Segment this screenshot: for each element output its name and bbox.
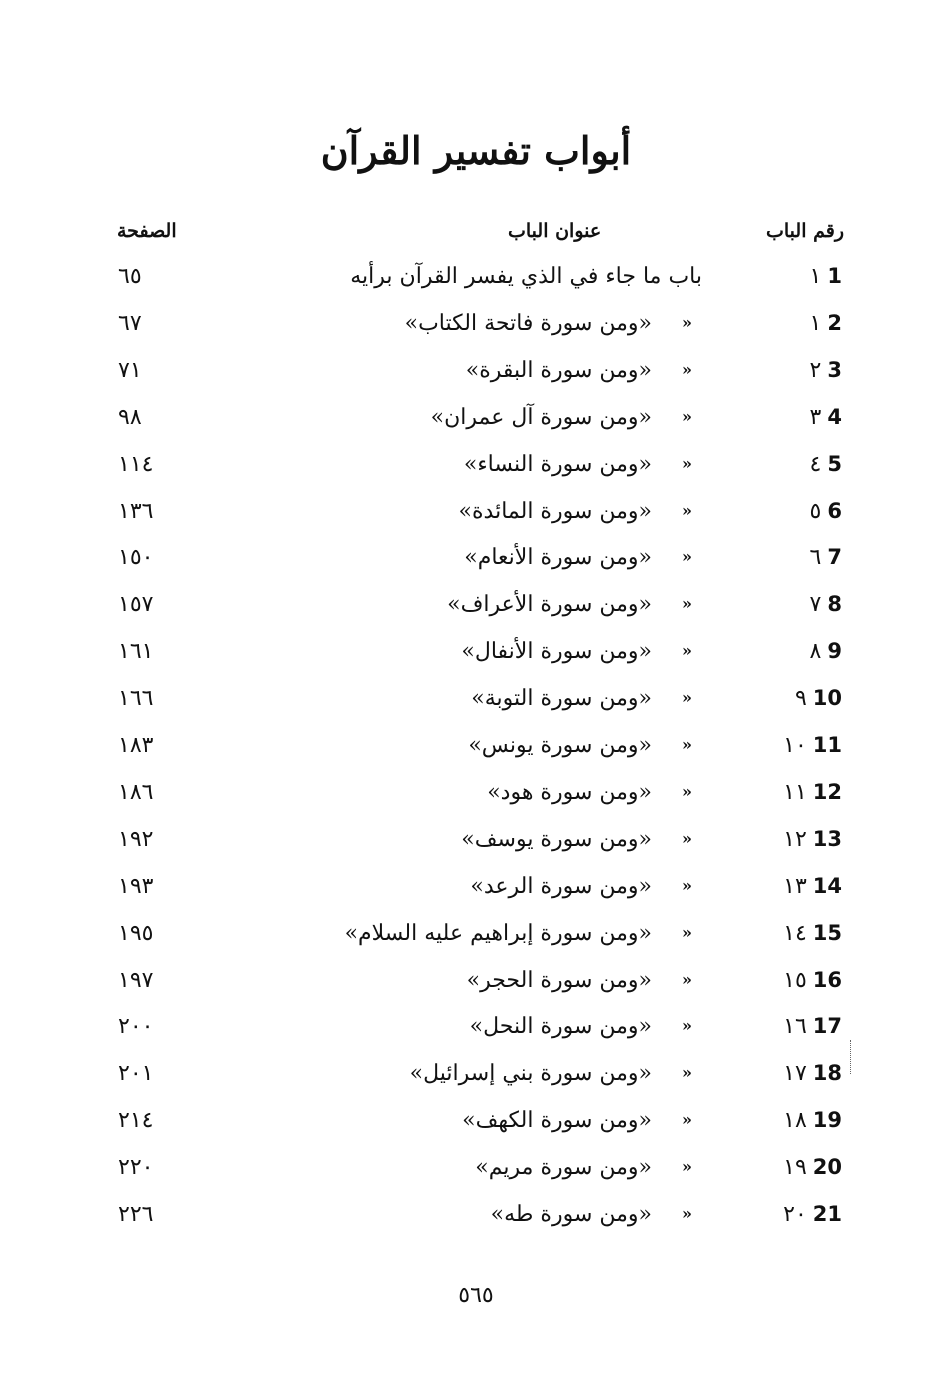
chapter-number [783, 1014, 842, 1039]
chapter-number-arabic: ٥ [809, 498, 822, 524]
entry-index: 20 [812, 1155, 842, 1180]
page-ref: ١٦١ [118, 639, 154, 665]
chapter-number [810, 452, 842, 477]
chapter-number [783, 874, 842, 899]
entry-index: 10 [812, 686, 842, 711]
toc-row [0, 921, 952, 967]
page-ref: ٢٢٠ [118, 1155, 154, 1181]
ditto-mark: » [682, 688, 692, 708]
page-ref: ٩٨ [118, 404, 142, 430]
chapter-title: «ومن سورة آل عمران» [430, 404, 652, 430]
chapter-number [783, 780, 842, 805]
entry-index: 14 [812, 873, 842, 898]
chapter-number [783, 968, 842, 993]
entry-index: 7 [827, 545, 842, 570]
page-number: ٥٦٥ [458, 1283, 494, 1308]
entry-index: 17 [812, 1014, 842, 1039]
chapter-title: «ومن سورة التوبة» [471, 686, 652, 712]
chapter-number-arabic: ١٨ [783, 1108, 807, 1134]
chapter-title: «ومن سورة الرعد» [470, 873, 652, 899]
chapter-title: «ومن سورة البقرة» [465, 357, 652, 383]
ditto-mark: » [682, 1110, 692, 1130]
toc-row [0, 968, 952, 1014]
entry-index: 19 [812, 1108, 842, 1133]
entry-index: 9 [827, 639, 842, 664]
page-ref: ٦٥ [118, 264, 142, 289]
toc-row [0, 827, 952, 873]
header-chapter-number: رقم الباب [766, 220, 844, 242]
ditto-mark: » [682, 500, 692, 520]
entry-index: 8 [827, 592, 842, 617]
ditto-mark: » [682, 547, 692, 567]
page-ref: ٢١٤ [118, 1108, 154, 1134]
chapter-number [783, 827, 842, 852]
ditto-mark: » [682, 781, 692, 801]
chapter-number-arabic: ٩ [794, 686, 807, 712]
ditto-mark: » [682, 406, 692, 426]
toc-row [0, 639, 952, 685]
toc-row [0, 499, 952, 545]
margin-mark [850, 1040, 854, 1074]
toc-row [0, 733, 952, 779]
chapter-number-arabic: ٢٠ [783, 1202, 807, 1227]
chapter-title: «ومن سورة إبراهيم عليه السلام» [344, 920, 652, 946]
ditto-mark: » [682, 359, 692, 379]
ditto-mark: » [682, 828, 692, 848]
entry-index: 3 [827, 357, 842, 382]
page-ref: ١٩٧ [118, 967, 154, 993]
chapter-number [783, 921, 842, 946]
toc-row [0, 405, 952, 451]
page-ref: ١٨٦ [118, 779, 154, 805]
toc-row [0, 1155, 952, 1201]
entry-index: 1 [827, 264, 842, 288]
toc-row [0, 592, 952, 638]
chapter-number-arabic: ٦ [809, 545, 822, 571]
ditto-mark: » [682, 1204, 692, 1223]
chapter-number-arabic: ١ [809, 264, 822, 289]
chapter-title: «ومن سورة الأنفال» [461, 639, 652, 665]
toc-row [0, 452, 952, 498]
toc-row [0, 358, 952, 404]
page-ref: ٢٠٠ [118, 1014, 154, 1040]
chapter-number [783, 1155, 842, 1180]
page-title: أبواب تفسير القرآن [320, 128, 632, 173]
chapter-number-arabic: ١١ [783, 779, 807, 805]
chapter-number-arabic: ٣ [809, 404, 822, 430]
chapter-number-arabic: ١٩ [783, 1155, 807, 1181]
entry-index: 16 [812, 967, 842, 992]
chapter-title: «ومن سورة هود» [487, 779, 652, 805]
chapter-number [810, 405, 842, 430]
toc-row [0, 545, 952, 591]
chapter-title: «ومن سورة طه» [490, 1202, 652, 1227]
chapter-title: «ومن سورة الأعراف» [447, 592, 652, 618]
entry-index: 4 [827, 404, 842, 429]
page-ref: ٢٠١ [118, 1061, 154, 1087]
entry-index: 6 [827, 498, 842, 523]
chapter-number [783, 1061, 842, 1086]
toc-row [0, 1014, 952, 1060]
ditto-mark: » [682, 922, 692, 942]
chapter-number-arabic: ٧ [809, 592, 822, 618]
toc-row [0, 1108, 952, 1154]
ditto-mark: » [682, 312, 692, 332]
entry-index: 18 [812, 1061, 842, 1086]
page-ref: ١٥٠ [118, 545, 154, 571]
chapter-number [810, 639, 842, 664]
chapter-number-arabic: ١٢ [783, 826, 807, 852]
chapter-number [810, 264, 842, 289]
entry-index: 15 [812, 920, 842, 945]
page-ref: ١٨٣ [118, 733, 154, 758]
entry-index: 21 [812, 1202, 842, 1226]
chapter-number-arabic: ١٧ [783, 1061, 807, 1087]
chapter-title: «ومن سورة يوسف» [461, 826, 652, 852]
page-ref: ٦٧ [118, 310, 142, 336]
header-chapter-title: عنوان الباب [508, 220, 602, 242]
chapter-number [810, 358, 842, 383]
chapter-title: «ومن سورة فاتحة الكتاب» [404, 310, 652, 336]
chapter-title: «ومن سورة الكهف» [462, 1108, 652, 1134]
ditto-mark: » [682, 594, 692, 614]
page-ref: ١١٤ [118, 451, 154, 477]
chapter-title: «ومن سورة مريم» [475, 1155, 652, 1181]
entry-index: 13 [812, 826, 842, 851]
page-ref: ٢٢٦ [118, 1202, 154, 1227]
toc-row [0, 264, 952, 310]
ditto-mark: » [682, 1016, 692, 1036]
entry-index: 5 [827, 451, 842, 476]
chapter-number-arabic: ١٣ [783, 873, 807, 899]
chapter-number-arabic: ١٦ [783, 1014, 807, 1040]
ditto-mark: » [682, 969, 692, 989]
chapter-title: «ومن سورة النحل» [469, 1014, 652, 1040]
toc-row [0, 1202, 952, 1248]
page-ref: ٧١ [118, 357, 142, 383]
chapter-title: «ومن سورة النساء» [463, 451, 652, 477]
chapter-number-arabic: ٢ [809, 357, 822, 383]
entry-index: 2 [827, 310, 842, 335]
chapter-title: «ومن سورة بني إسرائيل» [409, 1061, 652, 1087]
chapter-title: «ومن سورة الأنعام» [464, 545, 652, 571]
ditto-mark: » [682, 735, 692, 754]
chapter-number [810, 311, 842, 336]
chapter-number-arabic: ٤ [809, 451, 822, 477]
page-ref: ١٩٣ [118, 873, 154, 899]
chapter-number [795, 686, 842, 711]
chapter-number [810, 499, 842, 524]
chapter-number-arabic: ١٥ [783, 967, 807, 993]
chapter-number [783, 1108, 842, 1133]
ditto-mark: » [682, 453, 692, 473]
chapter-number [810, 545, 842, 570]
page-ref: ١٩٥ [118, 920, 154, 946]
chapter-number-arabic: ١٤ [783, 920, 807, 946]
ditto-mark: » [682, 1063, 692, 1083]
ditto-mark: » [682, 1157, 692, 1177]
chapter-number [810, 592, 842, 617]
toc-row [0, 1061, 952, 1107]
chapter-title: باب ما جاء في الذي يفسر القرآن برأيه [350, 264, 702, 289]
ditto-mark: » [682, 641, 692, 661]
chapter-title: «ومن سورة الحجر» [466, 967, 652, 993]
entry-index: 11 [812, 733, 842, 757]
chapter-title: «ومن سورة المائدة» [458, 498, 652, 524]
chapter-number [783, 733, 842, 758]
page-ref: ١٩٢ [118, 826, 154, 852]
ditto-mark: » [682, 875, 692, 895]
page-ref: ١٥٧ [118, 592, 154, 618]
page-ref: ١٣٦ [118, 498, 154, 524]
toc-row [0, 686, 952, 732]
chapter-number-arabic: ١ [809, 310, 822, 336]
chapter-title: «ومن سورة يونس» [468, 733, 652, 758]
toc-row [0, 780, 952, 826]
toc-row [0, 311, 952, 357]
chapter-number [783, 1202, 842, 1227]
chapter-number-arabic: ١٠ [783, 733, 807, 758]
entry-index: 12 [812, 779, 842, 804]
page-ref: ١٦٦ [118, 686, 154, 712]
toc-row [0, 874, 952, 920]
chapter-number-arabic: ٨ [809, 639, 822, 665]
header-page: الصفحة [117, 220, 177, 242]
